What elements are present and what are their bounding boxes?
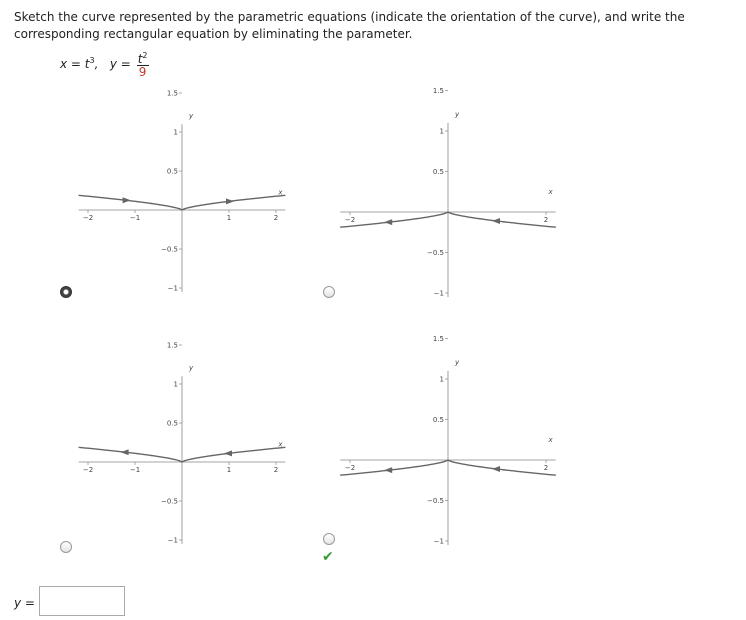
- answer-input[interactable]: [39, 586, 125, 616]
- orientation-arrow: [492, 218, 500, 224]
- x-tick-label: −2: [82, 466, 94, 474]
- graph-svg: [70, 88, 310, 318]
- y-tick-label: 0.5: [166, 167, 178, 176]
- x-tick-label: 2: [543, 216, 549, 224]
- x-tick-label: −2: [344, 464, 356, 472]
- orientation-arrow: [123, 197, 131, 203]
- y-tick-label: −1: [167, 536, 178, 545]
- graph-option-d: [330, 336, 570, 566]
- y-tick-label: −1: [433, 537, 444, 546]
- fraction: $\frac{t^2}{9}$: [137, 51, 148, 79]
- y-tick-label: 0.5: [432, 416, 444, 424]
- y-tick-label: 0.5: [166, 419, 178, 428]
- x-tick-label: 1: [226, 466, 232, 474]
- graph-svg: [330, 88, 570, 318]
- y-axis-label: y: [189, 363, 194, 372]
- orientation-arrow: [492, 466, 500, 472]
- graph-svg: [70, 340, 310, 570]
- x-axis-label: x: [548, 436, 553, 445]
- y-tick-label: −0.5: [427, 249, 444, 257]
- y-tick-label: 1.5: [432, 335, 444, 343]
- y-tick-label: −0.5: [161, 245, 178, 254]
- orientation-arrow: [384, 219, 392, 225]
- radio-option-c[interactable]: [60, 541, 72, 553]
- radio-option-b[interactable]: [323, 286, 335, 298]
- y-axis-label: y: [455, 110, 460, 119]
- x-tick-label: −1: [129, 466, 141, 474]
- correct-check-icon: ✔: [322, 549, 334, 565]
- orientation-arrow: [224, 450, 232, 456]
- y-tick-label: 1: [173, 128, 178, 137]
- orientation-arrow: [384, 467, 392, 473]
- y-axis-label: y: [189, 111, 194, 120]
- y-tick-label: 1: [173, 380, 178, 389]
- y-tick-label: 0.5: [432, 168, 444, 176]
- x-tick-label: 1: [226, 214, 232, 222]
- x-tick-label: −2: [344, 216, 356, 224]
- y-tick-label: −1: [167, 284, 178, 293]
- radio-option-d[interactable]: [323, 533, 335, 545]
- y-tick-label: 1.5: [166, 89, 178, 98]
- orientation-arrow: [226, 198, 234, 204]
- graph-option-a: [70, 88, 310, 318]
- x-tick-label: 2: [273, 466, 279, 474]
- x-axis-label: x: [278, 440, 283, 449]
- x-axis-label: x: [278, 188, 283, 197]
- x-tick-label: 2: [543, 464, 549, 472]
- y-tick-label: 1: [439, 375, 444, 384]
- y-tick-label: 1.5: [432, 87, 444, 95]
- x-tick-label: −2: [82, 214, 94, 222]
- answer-label: y =: [14, 596, 35, 610]
- y-tick-label: −1: [433, 289, 444, 298]
- x-tick-label: −1: [129, 214, 141, 222]
- y-tick-label: −0.5: [161, 497, 178, 506]
- graph-svg: [330, 336, 570, 566]
- graph-option-b: [330, 88, 570, 318]
- graph-option-c: [70, 340, 310, 570]
- x-tick-label: 2: [273, 214, 279, 222]
- parametric-equations: $x = t^3$, y = $\frac{t^2}{9}$: [60, 51, 148, 79]
- radio-option-a[interactable]: [60, 286, 72, 298]
- y-axis-label: y: [455, 358, 460, 367]
- orientation-arrow: [121, 449, 129, 455]
- x-axis-label: x: [548, 188, 553, 197]
- y-tick-label: 1.5: [166, 341, 178, 350]
- y-tick-label: 1: [439, 127, 444, 136]
- y-tick-label: −0.5: [427, 497, 444, 505]
- problem-prompt: Sketch the curve represented by the parametric equations (indicate the orientation of the curve), and write the corresponding rectangular equation by eliminating the parameter.: [14, 10, 685, 41]
